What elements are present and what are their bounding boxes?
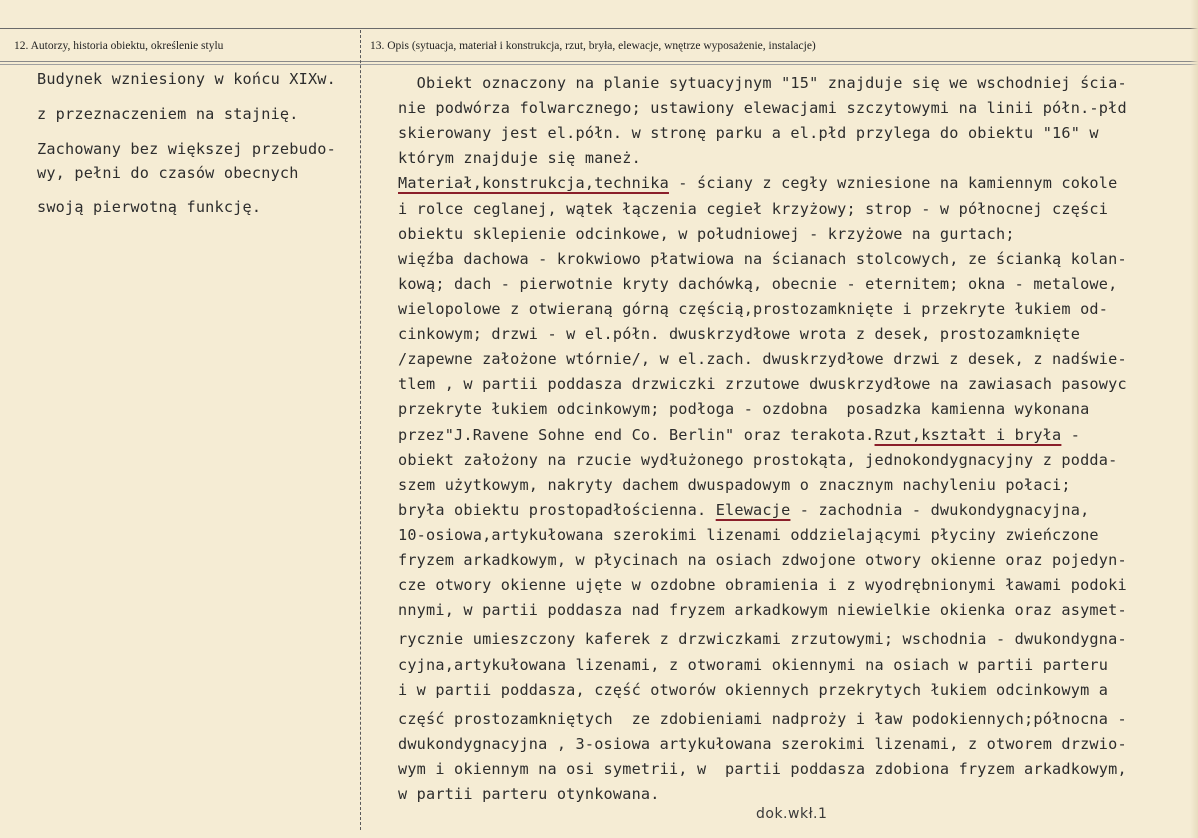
form-header-rule-2	[0, 64, 1198, 65]
description-line	[398, 451, 1117, 469]
description-line	[398, 426, 1080, 444]
description-line	[398, 74, 1127, 92]
line-text: w partii parteru otynkowana.	[398, 785, 660, 803]
description-line	[398, 300, 1108, 318]
description-line	[398, 99, 1127, 117]
line-text: wym i okiennym na osi symetrii, w partii poddasza zdobiona fryzem arkadkowym,	[398, 760, 1127, 778]
description-line	[398, 601, 1127, 619]
left-line: swoją pierwotną funkcję.	[37, 198, 262, 216]
description-line	[398, 124, 1099, 142]
description-line	[398, 375, 1127, 393]
line-text: cyjna,artykułowana lizenami, z otworami okiennymi na osiach w partii parteru	[398, 656, 1109, 674]
left-line: Zachowany bez większej przebudo-	[37, 140, 336, 158]
description-line	[398, 656, 1108, 674]
description-line	[398, 551, 1127, 569]
line-text: - zachodnia - dwukondygnacyjna,	[790, 501, 1090, 519]
line-text: cze otwory okienne ujęte w ozdobne obramienia i z wyodrębnionymi ławami podoki	[398, 576, 1127, 594]
description-line	[398, 501, 1089, 519]
line-text: tlem , w partii poddasza drzwiczki zrzutowe dwuskrzydłowe na zawiasach pasowyc	[398, 375, 1127, 393]
line-text: - ściany z cegły wzniesione na kamiennym cokole	[668, 174, 1118, 192]
description-line	[398, 785, 660, 803]
line-text: obiekt założony na rzucie wydłużonego prostokąta, jednokondygnacyjny z podda-	[398, 451, 1118, 469]
line-text: dwukondygnacyjna , 3-osiowa artykułowana szerokimi lizenami, z otworem drzwio-	[398, 735, 1127, 753]
section-13-header: 13. Opis (sytuacja, materiał i konstrukcja, rzut, bryła, elewacje, wnętrze wyposażenie, instalacje)	[370, 40, 816, 52]
line-text: fryzem arkadkowym, w płycinach na osiach zdwojone otwory okienne oraz pojedyn-	[398, 551, 1127, 569]
description-line	[398, 630, 1127, 648]
line-text: szem użytkowym, nakryty dachem dwuspadowym o znacznym nachyleniu połaci;	[398, 476, 1071, 494]
line-text: i rolce ceglanej, wątek łączenia cegieł krzyżowy; strop - w północnej części	[398, 200, 1109, 218]
line-text: /zapewne założone wtórnie/, w el.zach. dwuskrzydłowe drzwi z desek, z nadświe-	[398, 350, 1127, 368]
left-line: Budynek wzniesiony w końcu XIXw.	[37, 70, 336, 88]
line-text: nie podwórza folwarcznego; ustawiony elewacjami szczytowymi na linii półn.-płd	[398, 99, 1127, 117]
underlined-heading: Elewacje	[715, 501, 791, 519]
description-line	[398, 350, 1127, 368]
description-line	[398, 275, 1117, 293]
left-line: z przeznaczeniem na stajnię.	[37, 105, 299, 123]
description-line	[398, 710, 1127, 728]
line-text: rycznie umieszczony kaferek z drzwiczkami zrzutowymi; wschodnia - dwukondygna-	[398, 630, 1127, 648]
underlined-heading: Rzut,kształt i bryła	[874, 426, 1062, 444]
line-text: skierowany jest el.półn. w stronę parku a el.płd przylega do obiektu "16" w	[398, 124, 1099, 142]
line-text: 10-osiowa,artykułowana szerokimi lizenami oddzielającymi płyciny zwieńczone	[398, 526, 1099, 544]
line-text: więźba dachowa - krokwiowo płatwiowa na ścianach stolcowych, ze ścianką kolan-	[398, 250, 1127, 268]
description-line	[398, 735, 1127, 753]
section-12-header: 12. Autorzy, historia obiektu, określenie stylu	[14, 40, 224, 52]
column-divider	[360, 30, 361, 830]
underlined-heading: Materiał,konstrukcja,technika	[398, 174, 669, 192]
left-line: wy, pełni do czasów obecnych	[37, 164, 299, 182]
line-text: obiektu sklepienie odcinkowe, w południowej - krzyżowe na gurtach;	[398, 225, 1015, 243]
line-text: -	[1061, 426, 1081, 444]
description-line	[398, 576, 1127, 594]
document-stamp: dok.wkł.1	[756, 806, 828, 822]
description-line	[398, 325, 1080, 343]
line-text: kową; dach - pierwotnie kryty dachówką, obecnie - eternitem; okna - metalowe,	[398, 275, 1118, 293]
description-line	[398, 250, 1127, 268]
line-text: wielopolowe z otwieraną górną częścią,prostozamknięte i przekryte łukiem od-	[398, 300, 1109, 318]
line-text: bryła obiektu prostopadłościenna.	[398, 501, 716, 519]
line-text: cinkowym; drzwi - w el.półn. dwuskrzydłowe wrota z desek, prostozamknięte	[398, 325, 1081, 343]
line-text: którym znajduje się maneż.	[398, 149, 641, 167]
description-line	[398, 526, 1099, 544]
page-edge-shade	[1190, 0, 1198, 838]
description-line	[398, 174, 1117, 192]
description-line	[398, 400, 1089, 418]
description-line	[398, 760, 1127, 778]
line-text: przekryte łukiem odcinkowym; podłoga - ozdobna posadzka kamienna wykonana	[398, 400, 1090, 418]
line-text: nnymi, w partii poddasza nad fryzem arkadkowym niewielkie okienka oraz asymet-	[398, 601, 1127, 619]
line-text: część prostozamkniętych ze zdobieniami nadproży i ław podokiennych;północna -	[398, 710, 1127, 728]
form-top-rule	[0, 28, 1198, 29]
description-line	[398, 476, 1071, 494]
description-line	[398, 200, 1108, 218]
line-text: i w partii poddasza, część otworów okiennych przekrytych łukiem odcinkowym a	[398, 681, 1109, 699]
line-text: przez"J.Ravene Sohne end Co. Berlin" oraz terakota.	[398, 426, 875, 444]
description-line	[398, 225, 1015, 243]
form-header-rule	[0, 61, 1198, 62]
line-text: Obiekt oznaczony na planie sytuacyjnym "15" znajduje się we wschodniej ścia-	[398, 74, 1127, 92]
description-line	[398, 681, 1108, 699]
description-line	[398, 149, 641, 167]
